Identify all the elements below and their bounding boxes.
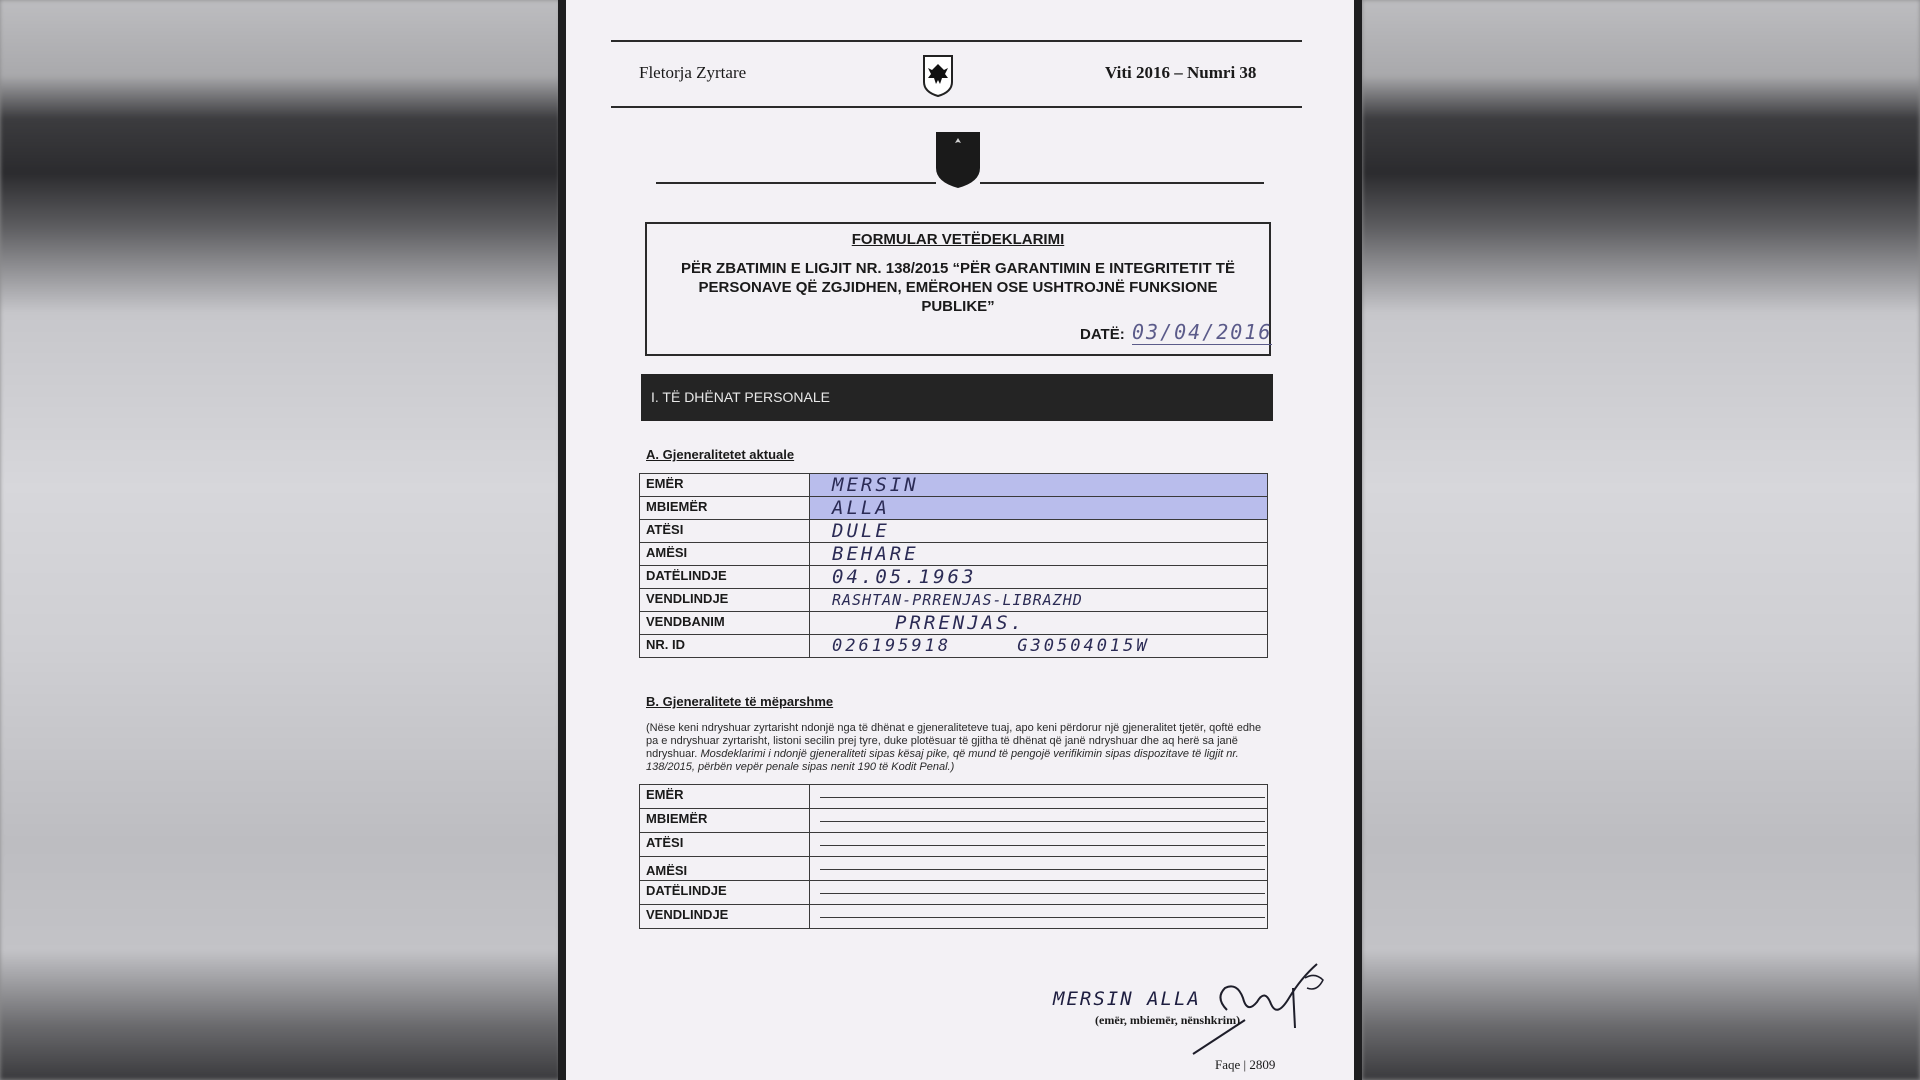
row-value [810, 497, 1268, 520]
handwritten-signature [1185, 958, 1335, 1058]
row-label: VENDBANIM [640, 612, 810, 635]
row-value [810, 589, 1268, 612]
row-label: DATËLINDJE [640, 881, 810, 905]
previous-details-note [646, 722, 1272, 774]
row-label: EMËR [640, 474, 810, 497]
form-title: FORMULAR VETËDEKLARIMI [851, 231, 1065, 248]
blank-value-field[interactable] [810, 881, 1268, 905]
handwritten-value: BEHARE [832, 543, 919, 565]
section-header-bar [641, 374, 1273, 421]
row-label: VENDLINDJE [640, 905, 810, 929]
background-right [1362, 0, 1920, 1080]
previous-details-table [639, 784, 1268, 929]
blank-value-field[interactable] [810, 905, 1268, 929]
row-label: ATËSI [640, 520, 810, 543]
page-number: Faqe | 2809 [1215, 1057, 1276, 1072]
background-left [0, 0, 560, 1080]
blank-value-field[interactable] [810, 833, 1268, 857]
row-value [810, 474, 1268, 497]
blank-line [820, 845, 1265, 846]
handwritten-value: ALLA [832, 497, 890, 519]
row-value [810, 566, 1268, 589]
handwritten-value: RASHTAN-PRRENJAS-LIBRAZHD [832, 591, 1083, 609]
previous-details-heading: B. Gjeneralitete të mëparshme [646, 694, 834, 709]
table-row [640, 635, 1268, 658]
blank-value-field[interactable] [810, 809, 1268, 833]
coat-of-arms-icon [922, 54, 954, 98]
header-top-rule [611, 40, 1302, 42]
table-row [640, 809, 1268, 833]
publication-name: Fletorja Zyrtare [639, 63, 747, 82]
table-row [640, 589, 1268, 612]
table-row [640, 881, 1268, 905]
handwritten-value: PRRENJAS. [895, 612, 1025, 634]
blank-line [820, 869, 1265, 870]
row-value [810, 612, 1268, 635]
shield-icon [934, 130, 982, 190]
current-details-table [639, 473, 1268, 658]
table-row [640, 833, 1268, 857]
row-label: ATËSI [640, 833, 810, 857]
row-label: DATËLINDJE [640, 566, 810, 589]
table-row [640, 612, 1268, 635]
form-title-box [645, 222, 1271, 356]
row-label: NR. ID [640, 635, 810, 658]
row-value [810, 543, 1268, 566]
blank-line [820, 821, 1265, 822]
table-row [640, 905, 1268, 929]
current-details-heading: A. Gjeneralitetet aktuale [646, 447, 795, 462]
blank-value-field[interactable] [810, 785, 1268, 809]
table-row [640, 520, 1268, 543]
row-label: EMËR [640, 785, 810, 809]
table-row [640, 474, 1268, 497]
table-row [640, 566, 1268, 589]
note-text: (Nëse keni ndryshuar zyrtarisht ndonjë nga të dhënat e gjeneraliteteve tuaj, apo keni përdorur një gjeneralitet tjetër, qoftë edhe pa e ndryshuar zyrtarisht, listoni secilin prej tyre, duke plotësuar të gjitha të dhënat që janë ndryshuar dhe aq herë sa janë ndryshuar. [646, 722, 1262, 760]
note-warning-text: Mosdeklarimi i ndonjë gjeneraliteti sipas kësaj pike, që mund të pengojë verifikimin sipas dispozitave të ligjit nr. 138/2015, përbën vepër penale sipas nenit 190 të Kodit Penal.) [646, 748, 1239, 773]
form-subtitle: PËR ZBATIMIN E LIGJIT NR. 138/2015 “PËR GARANTIMIN E INTEGRITETIT TË PERSONAVE QË ZGJIDHEN, EMËROHEN OSE USHTROJNË FUNKSIONE PUBLIKE” [681, 260, 1235, 315]
blank-line [820, 797, 1265, 798]
blank-value-field[interactable] [810, 857, 1268, 881]
signatory-name: MERSIN ALLA [1053, 988, 1201, 1010]
table-row [640, 497, 1268, 520]
handwritten-value: DULE [832, 520, 890, 542]
section-title: I. TË DHËNAT PERSONALE [651, 389, 830, 405]
table-row [640, 857, 1268, 881]
table-row [640, 543, 1268, 566]
row-label: VENDLINDJE [640, 589, 810, 612]
date-value: 03/04/2016 [1132, 320, 1273, 344]
handwritten-value: MERSIN [832, 474, 919, 496]
signature-caption: (emër, mbiemër, nënshkrim) [1095, 1013, 1241, 1027]
row-label: MBIEMËR [640, 497, 810, 520]
blank-line [820, 893, 1265, 894]
blank-line [820, 917, 1265, 918]
header-bottom-rule [611, 106, 1302, 108]
shield-rule-right [980, 182, 1264, 184]
shield-rule-left [656, 182, 936, 184]
handwritten-value: 04.05.1963 [832, 566, 977, 588]
row-label: MBIEMËR [640, 809, 810, 833]
row-value [810, 635, 1268, 658]
row-label: AMËSI [640, 543, 810, 566]
date-label: DATË: [1080, 326, 1125, 343]
issue-number: Viti 2016 – Numri 38 [1105, 63, 1257, 82]
row-value [810, 520, 1268, 543]
table-row [640, 785, 1268, 809]
handwritten-value: 026195918 G30504015W [832, 636, 1150, 656]
row-label: AMËSI [640, 857, 810, 881]
